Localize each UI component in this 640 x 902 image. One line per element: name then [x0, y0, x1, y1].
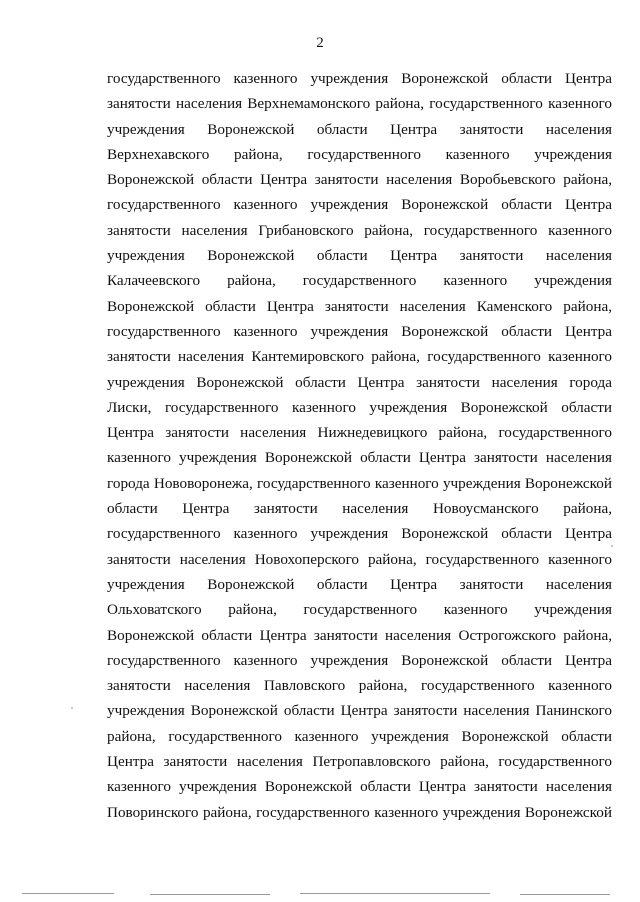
text-line: Верхнехавского района, государственного казенного учреждения	[107, 145, 612, 163]
text-line: Поворинского района, государственного казенного учреждения Воронежской	[107, 803, 612, 821]
text-line: учреждения Воронежской области Центра занятости населения	[107, 575, 612, 593]
text-line: области Центра занятости населения Новоусманского района,	[107, 500, 612, 518]
scan-edge-segment	[150, 894, 270, 895]
text-line: занятости населения Верхнемамонского района, государственного казенного	[107, 95, 612, 113]
text-line: занятости населения Кантемировского района, государственного казенного	[107, 348, 612, 366]
text-line: государственного казенного учреждения Воронежской области Центра	[107, 525, 612, 543]
scan-speck	[611, 545, 613, 547]
scan-speck	[71, 707, 73, 709]
text-line: Воронежской области Центра занятости населения Острогожского района,	[107, 626, 612, 644]
text-line: учреждения Воронежской области Центра занятости населения города	[107, 373, 612, 391]
scan-edge-segment	[300, 893, 490, 894]
text-line: Лиски, государственного казенного учреждения Воронежской области	[107, 398, 612, 416]
text-line: Центра занятости населения Нижнедевицкого района, государственного	[107, 424, 612, 442]
text-line: Воронежской области Центра занятости населения Воробьевского района,	[107, 171, 612, 189]
text-line: занятости населения Павловского района, государственного казенного	[107, 677, 612, 695]
scan-edge-segment	[520, 894, 610, 895]
scan-edge-rule	[0, 893, 640, 902]
text-line: учреждения Воронежской области Центра занятости населения Панинского	[107, 702, 612, 720]
text-line: города Нововоронежа, государственного казенного учреждения Воронежской	[107, 474, 612, 492]
scan-edge-segment	[22, 893, 114, 894]
text-line: государственного казенного учреждения Воронежской области Центра	[107, 70, 612, 87]
text-line: государственного казенного учреждения Воронежской области Центра	[107, 651, 612, 669]
text-line: Ольховатского района, государственного казенного учреждения	[107, 601, 612, 619]
text-line: занятости населения Грибановского района, государственного казенного	[107, 221, 612, 239]
text-line: государственного казенного учреждения Воронежской области Центра	[107, 196, 612, 214]
text-line: учреждения Воронежской области Центра занятости населения	[107, 120, 612, 138]
text-line: района, государственного казенного учреждения Воронежской области	[107, 727, 612, 745]
text-line: Центра занятости населения Петропавловского района, государственного	[107, 753, 612, 771]
page-number: 2	[316, 35, 324, 51]
text-line: Воронежской области Центра занятости населения Каменского района,	[107, 297, 612, 315]
document-body	[107, 66, 612, 825]
text-line: казенного учреждения Воронежской области Центра занятости населения	[107, 449, 612, 467]
text-line: Калачеевского района, государственного казенного учреждения	[107, 272, 612, 290]
text-line: занятости населения Новохоперского района, государственного казенного	[107, 550, 612, 568]
text-line: казенного учреждения Воронежской области Центра занятости населения	[107, 778, 612, 796]
text-line: учреждения Воронежской области Центра занятости населения	[107, 247, 612, 265]
text-line: государственного казенного учреждения Воронежской области Центра	[107, 322, 612, 340]
